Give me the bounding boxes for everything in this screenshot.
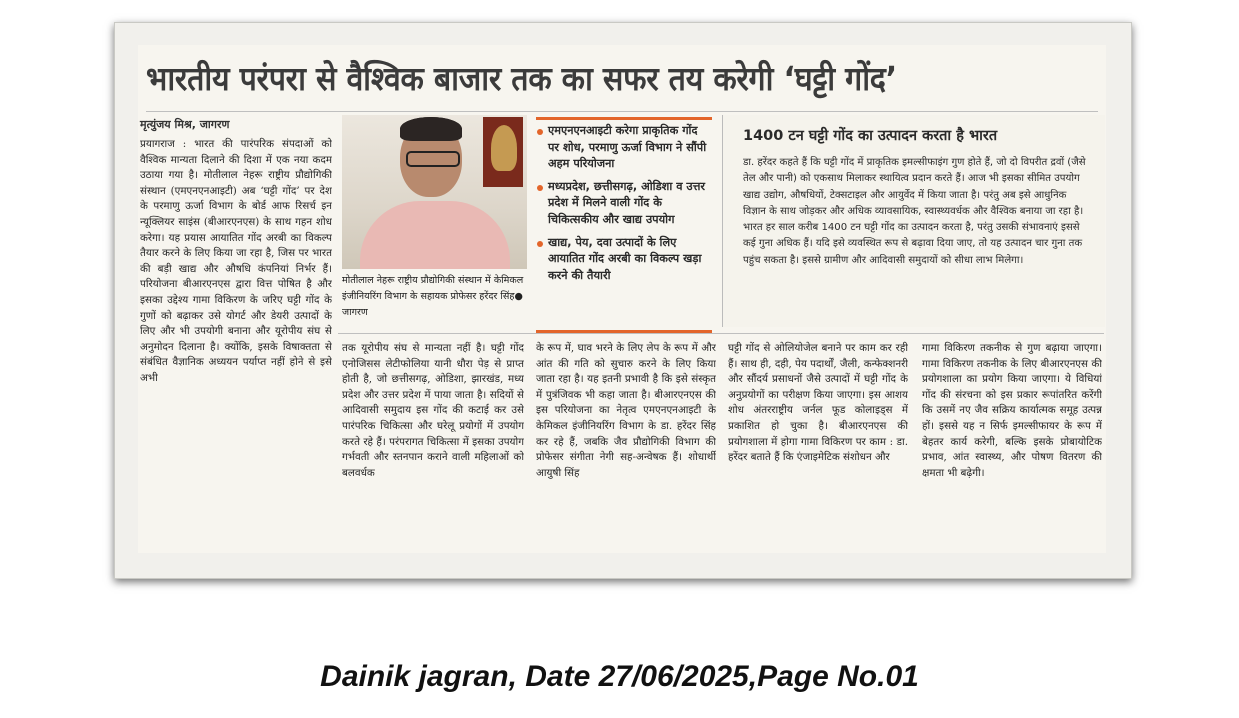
highlight-bullet: मध्यप्रदेश, छत्तीसगढ़, ओडिशा व उत्तर प्रदेश में मिलने वाली गोंद के चिकित्सकीय और खाद्य उपयोग <box>536 176 712 232</box>
highlight-bullet: खाद्य, पेय, दवा उत्पादों के लिए आयातित गोंद अरबी का विकल्प खड़ा करने की तैयारी <box>536 232 712 288</box>
highlight-bullets <box>536 117 712 333</box>
article-column-5: गामा विकिरण तकनीक से गुण बढ़ाया जाएगा। गामा विकिरण तकनीक के लिए बीआरएनएस की प्रयोगशाला का प्रयोग किया जाएगा। ये विधियां गोंद की संरचना को इस प्रकार रूपांतरित करेंगी कि उसमें नए जैव सक्रिय कार्यात्मक समूह उत्पन्न हों। इससे यह न सिर्फ इमल्सीफायर के रूप में बेहतर कार्य करेगी, बल्कि इसके प्रोबायोटिक प्रभाव, आंत स्वास्थ्य, और पोषण वितरण की क्षमता भी बढ़ेगी। <box>922 342 1102 479</box>
person-shirt <box>360 201 510 269</box>
headline: भारतीय परंपरा से वैश्विक बाजार तक का सफर तय करेगी ‘घट्टी गोंद’ <box>146 59 897 98</box>
article-column-1: प्रयागराज : भारत की पारंपरिक संपदाओं को वैश्विक मान्यता दिलाने की दिशा में एक नया कदम उठाया गया है। मोतीलाल नेहरू राष्ट्रीय प्रौद्योगिकी संस्थान (एमएनएनआइटी) अब ‘घट्टी गोंद’ पर देश के परमाणु ऊर्जा विभाग के बोर्ड आफ रिसर्च इन न्यूक्लियर साइंस (बीआरएनएस) के साथ गहन शोध करेगा। यह प्रयास आयातित गोंद अरबी का विकल्प तैयार करने के लिए किया जा रहा है, जिस पर भारत की बड़ी खाद्य और औषधि कंपनियां निर्भर हैं। परियोजना बीआरएनएस द्वारा वित्त पोषित है और इसका उद्देश्य गामा विकिरण के जरिए घट्टी गोंद के गुणों को बढ़ाकर उसे योगर्ट और डेयरी उत्पादों के लिए और भी उपयोगी बनाना और यूरोपीय संघ से अनुमोदन दिलाना है। क्योंकि, इसके विषाक्तता से संबंधित वैज्ञानिक अध्ययन पर्याप्त नहीं होने से इसे अभी <box>140 138 332 384</box>
article-column-4: घट्टी गोंद से ओलियोजेल बनाने पर काम कर रही हैं। साथ ही, दही, पेय पदार्थों, जैली, कन्फेक्शनरी और सौंदर्य प्रसाधनों जैसे उत्पादों में घट्टी गोंद के अनुप्रयोगों का परीक्षण किया जाएगा। इस आशय शोध अंतरराष्ट्रीय जर्नल फूड कोलाइड्स में प्रकाशित हो चुका है। बीआरएनएस की प्रयोगशाला में होगा गामा विकिरण पर काम : डा. हरेंदर बताते हैं कि एंजाइमेटिक संशोधन और <box>728 342 908 464</box>
newspaper-clipping <box>138 45 1106 553</box>
author-photo <box>342 115 527 269</box>
photo-caption: मोतीलाल नेहरू राष्ट्रीय प्रौद्योगिकी संस्थान में केमिकल इंजीनियरिंग विभाग के सहायक प्रोफेसर हरेंदर सिंह● जागरण <box>342 275 524 318</box>
highlight-bullet: एमएनएनआइटी करेगा प्राकृतिक गोंद पर शोध, परमाणु ऊर्जा विभाग ने सौंपी अहम परियोजना <box>536 120 712 176</box>
section-rule <box>338 333 1104 334</box>
headline-rule <box>146 111 1098 112</box>
article-column-3: के रूप में, घाव भरने के लिए लेप के रूप में और आंत की गति को सुचारु करने के लिए किया जाता रहा है। यह इतनी प्रभावी है कि इसे संस्कृत में पुत्रंजिवक भी कहा जाता है। बीआरएनएस की इस परियोजना का नेतृत्व एमएनएनआइटी के केमिकल इंजीनियरिंग विभाग के डा. हरेंदर सिंह कर रहे हैं, जबकि जैव प्रौद्योगिकी विभाग की प्रोफेसर संगीता नेगी सह-अन्वेषक हैं। शोधार्थी आयुषी सिंह <box>536 342 716 479</box>
info-box <box>722 115 1105 327</box>
wall-art-detail <box>491 125 517 171</box>
person-glasses <box>406 151 460 167</box>
info-box-text: डा. हरेंदर कहते हैं कि घट्टी गोंद में प्राकृतिक इमल्सीफाइंग गुण होते हैं, जो दो विपरीत द्रवों (जैसे तेल और पानी) को एकसाथ मिलाकर स्थायित्व प्रदान करते हैं। आज भी इसका सीमित उपयोग खाद्य उद्योग, औषधियों, टेक्सटाइल और आयुर्वेद में किया जाता है। परंतु अब इसे आधुनिक विज्ञान के साथ जोड़कर और अधिक व्यावसायिक, स्वास्थ्यवर्धक और वैश्विक बनाया जा रहा है। भारत हर साल करीब 1400 टन घट्टी गोंद का उत्पादन करता है, परंतु उसकी संभावनाएं इससे कई गुना अधिक हैं। यदि इसे व्यवस्थित रूप से बढ़ावा दिया जाए, तो यह उत्पादन चार गुना तक पहुंच सकता है। इससे ग्रामीण और आदिवासी समुदायों को सीधा लाभ मिलेगा। <box>743 157 1086 266</box>
info-box-title: 1400 टन घट्टी गोंद का उत्पादन करता है भारत <box>743 128 998 144</box>
article-column-2: तक यूरोपीय संघ से मान्यता नहीं है। घट्टी गोंद एनोजिसस लेटीफोलिया यानी धौरा पेड़ से प्राप्त होती है, जो छत्तीसगढ़, ओडिशा, झारखंड, मध्य प्रदेश और उत्तर प्रदेश में पाया जाता है। सदियों से आदिवासी समुदाय इस गोंद की कटाई कर उसे पारंपरिक चिकित्सा और घरेलू प्रयोगों में उपयोग करते रहे हैं। परंपरागत चिकित्सा में इसका उपयोग गर्भवती और स्तनपान कराने वाली महिलाओं को बलवर्धक <box>342 342 524 479</box>
source-caption: Dainik jagran, Date 27/06/2025,Page No.01 <box>320 660 919 693</box>
person-hair-top <box>400 117 462 141</box>
byline: मृत्युंजय मिश्र, जागरण <box>140 118 230 131</box>
